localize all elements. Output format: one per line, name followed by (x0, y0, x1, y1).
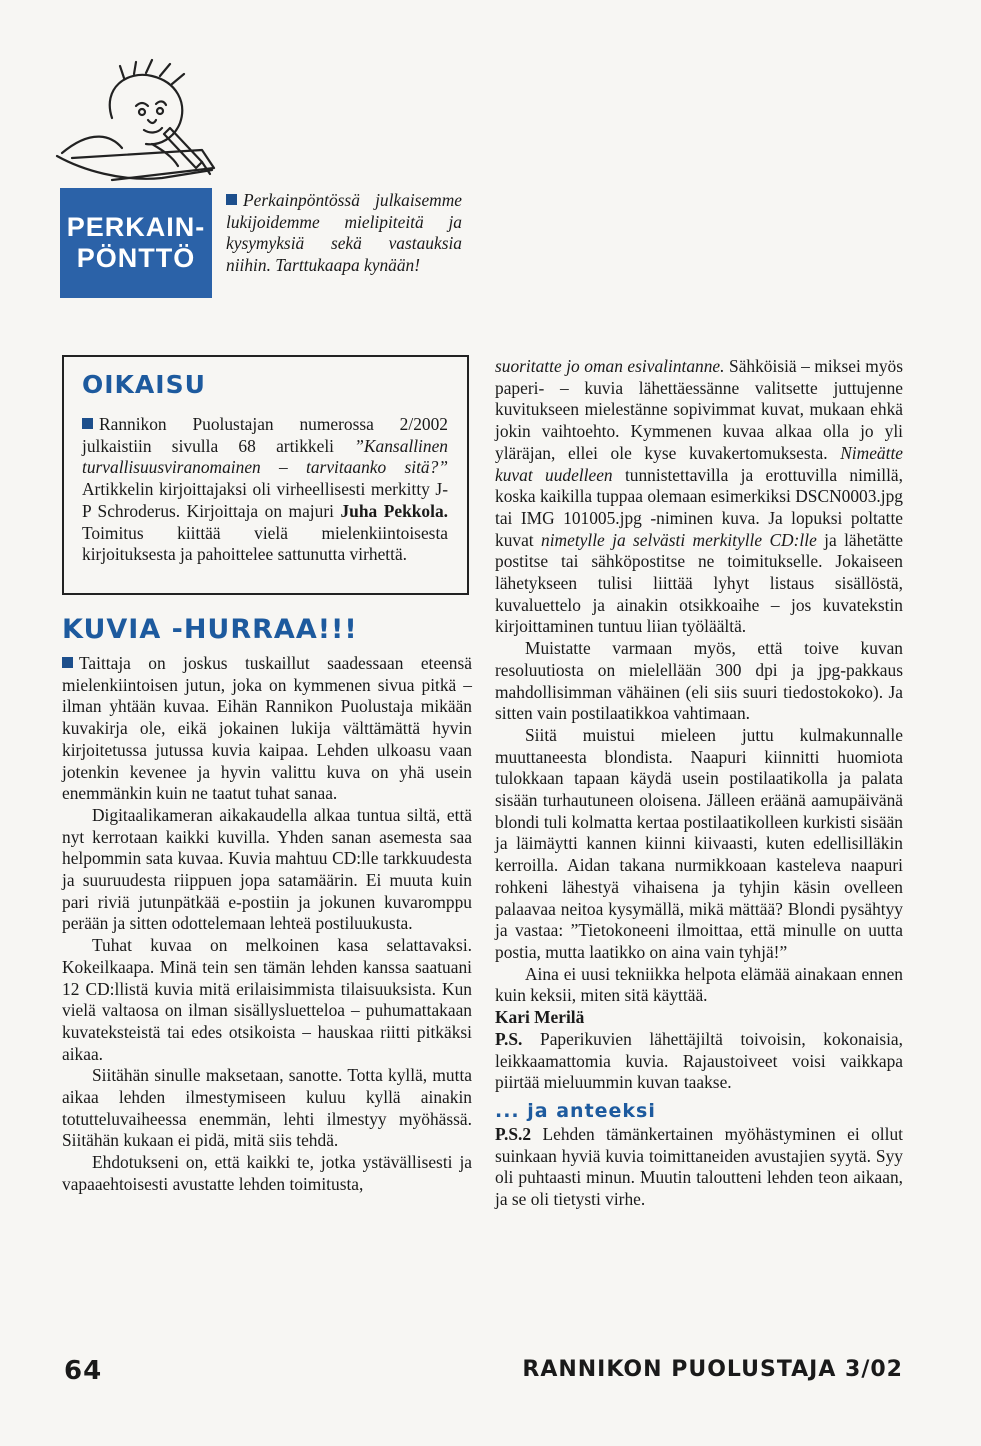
postscript (495, 1029, 903, 1094)
correction-text-3: Toimitus kiittää vielä mielenkiintoisesta kirjoituksesta ja pahoittelee sattunutta virhettä. (82, 522, 448, 565)
paragraph-italic: suoritatte jo oman esivalintanne. (495, 356, 725, 376)
right-column (495, 356, 903, 1211)
paragraph (62, 653, 472, 805)
postscript-2 (495, 1124, 903, 1211)
paragraph-text: Sähköisiä – miksei myös paperi- – kuvia lähettäessänne valitsette juttujenne kuvitukseen mielestänne sopivimmat kuvat, mukaan ehkä jokin vaihtoehto. Kymmenen kuvaa alkaa olla jo yli yläräjan, ellei ole kyse kuvakertomuksesta. (495, 356, 903, 463)
correction-text-2: Artikkelin kirjoittajaksi oli virheellisesti merkitty J-P Schroderus. Kirjoittaja on majuri (82, 479, 448, 521)
signature (495, 1007, 903, 1029)
paragraph (495, 356, 903, 638)
paragraph-italic: nimetylle ja selvästi merkitylle CD:lle (541, 529, 817, 550)
correction-text (82, 414, 448, 566)
writing-figure-illustration (52, 58, 222, 188)
postscript-2-text: Lehden tämänkertainen myöhästyminen ei ollut suinkaan hyviä kuvia toimittaneiden avustajien syytä. Syy oli puhtaasti minun. Muutin taloutteni lehden teon aikaan, ja se oli tietysti virhe. (495, 1123, 903, 1210)
paragraph-text: ja lähetätte postitse tai sähköpostitse ne toimitukselle. Jokaiseen lähetykseen tulisi liittää lyhyt listaus sisällöstä, kuvaluettelo ja ainakin otsikkoaihe – jos kuvatekstin kirjoittaminen tuntuu liian työläältä. (495, 529, 903, 637)
correction-author-name: Juha Pekkola. (340, 500, 448, 521)
magazine-name: RANNIKON PUOLUSTAJA 3/02 (522, 1357, 903, 1382)
paragraph-text: tunnistettavilla ja erottuvilla nimillä, koska kaikilla tuppaa olemaan esimerkiksi DSCN0003.jpg tai IMG 101005.jpg -niminen kuva. Ja lopuksi poltatte kuvat (495, 464, 903, 550)
paragraph: Ehdotukseni on, että kaikki te, jotka ystävällisesti ja vapaaehtoisesti avustatte lehden toimitusta, (62, 1152, 472, 1194)
paragraph: Aina ei uusi tekniikka helpota elämää ainakaan ennen kuin keksii, miten sitä käyttää. (495, 963, 903, 1006)
article-headline: KUVIA -HURRAA!!! (62, 614, 358, 645)
correction-text-1: Rannikon Puolustajan numerossa 2/2002 julkaistiin sivulla 68 artikkeli (82, 414, 448, 456)
paragraph: Digitaalikameran aikakaudella alkaa tuntua siltä, että nyt kerrotaan kaikki kuvilla. Yhden sanan asemesta saa helpommin sata kuvaa. Kuvia mahtuu CD:lle tarkkuudesta ja suuruudesta riippuen jopa satamäärin. Ei muuta kuin pari riviä jutunpätkää e-postiin ja jokunen kuvaromppu perään ja sitten odottelemaan lehteä postiluukusta. (62, 804, 472, 934)
correction-article-title: ”Kansallinen turvallisuusviranomainen – tarvitaanko sitä?” (82, 435, 448, 478)
badge-line-1: PERKAIN- (66, 212, 206, 242)
page-number: 64 (64, 1356, 103, 1386)
paragraph: Siitä muistui mieleen juttu kulmakunnalle muuttaneesta blondista. Naapuri kiinnitti huomiota tulokkaan tapaan käydä usein postilaatikolla ja palata sisään turhautuneen oloisena. Jälleen eräänä aamupäivänä blondi tuli kolmatta kertaa postilaatikolleen kurkisti sisään ja läimäytti kannen kiinni kiivaasti, kuten edellisilläkin kerroilla. Aidan takana nurmikkoaan kasteleva naapuri rohkeni lähestyä vihaisena ja tyhjin käsin ovelleen palaavaa neitoa kysymällä, mikä mättää? Blondi pysähtyy ja vastaa: ”Tietokoneeni ilmoittaa, että minulle on uutta postia, mutta laatikko on aina vain tyhjä!” (495, 724, 903, 962)
paragraph-italic: Nimeätte kuvat uudelleen (495, 442, 903, 485)
section-badge (60, 188, 212, 298)
paragraph: Muistatte varmaan myös, että toive kuvan resoluutiosta on mielellään 300 dpi ja jpg-pakkaus mahdollisimman vähäinen (eli siis suuri tiedostokoko). Ja sitten vain postilaatikkoa vahtimaan. (495, 638, 903, 724)
bullet-square-icon (62, 657, 73, 668)
paragraph-text: Taittaja on joskus tuskaillut saadessaan eteensä mielenkiintoisen jutun, joka on kymmenen sivua pitkä – ilman yhtään kuvaa. Eihän Rannikon Puolustaja mikään kuvakirja ole, eikä jokainen lukija välttämättä hyvin kirjoitetussa jutussa kuvia kaipaa. Lehden ulkoasu vaan jotenkin kevenee ja hyvin valittu kuva on yhä usein enemmänkin kuin ne taatut tuhat sanaa. (62, 653, 472, 804)
paragraph: Tuhat kuvaa on melkoinen kasa selattavaksi. Kokeilkaapa. Minä tein sen tämän lehden kanssa saatuani 12 CD:llistä kuvia mitä erilaisimmista tilaisuuksista. Kun vielä valtaosa on ilman sisällysluetteloa – puhumattakaan kuvateksteistä tai edes otsikoista – hauskaa riitti pitkäksi aikaa. (62, 935, 472, 1064)
signature-name: Kari Merilä (495, 1007, 585, 1028)
apology-heading: ... ja anteeksi (495, 1099, 656, 1122)
correction-title: OIKAISU (82, 370, 206, 399)
badge-line-2: PÖNTTÖ (76, 243, 196, 273)
bullet-square-icon (226, 194, 237, 205)
left-column (62, 653, 472, 1196)
paragraph: Siitähän sinulle maksetaan, sanotte. Totta kyllä, mutta aikaa lehden ilmestymiseen kuluu kyllä ainakin totutteluvaiheessa enemmän, lehti ilmestyy myöhässä. Siitähän kukaan ei pidä, mitä siis tehdä. (62, 1065, 472, 1151)
intro-text (226, 190, 462, 277)
postscript-2-label: P.S.2 (495, 1123, 532, 1144)
bullet-square-icon (82, 418, 93, 429)
postscript-text: Paperikuvien lähettäjiltä toivoisin, kokonaisia, leikkaamattomia kuvia. Rajaustoiveet voisi vaikkapa piirtää mieluummin kuvan taakse. (495, 1028, 903, 1093)
intro-text-content: Perkainpöntössä julkaisemme lukijoidemme mielipiteitä ja kysymyksiä sekä vastauksia niihin. Tarttukaapa kynään! (226, 190, 462, 276)
postscript-label: P.S. (495, 1028, 523, 1049)
